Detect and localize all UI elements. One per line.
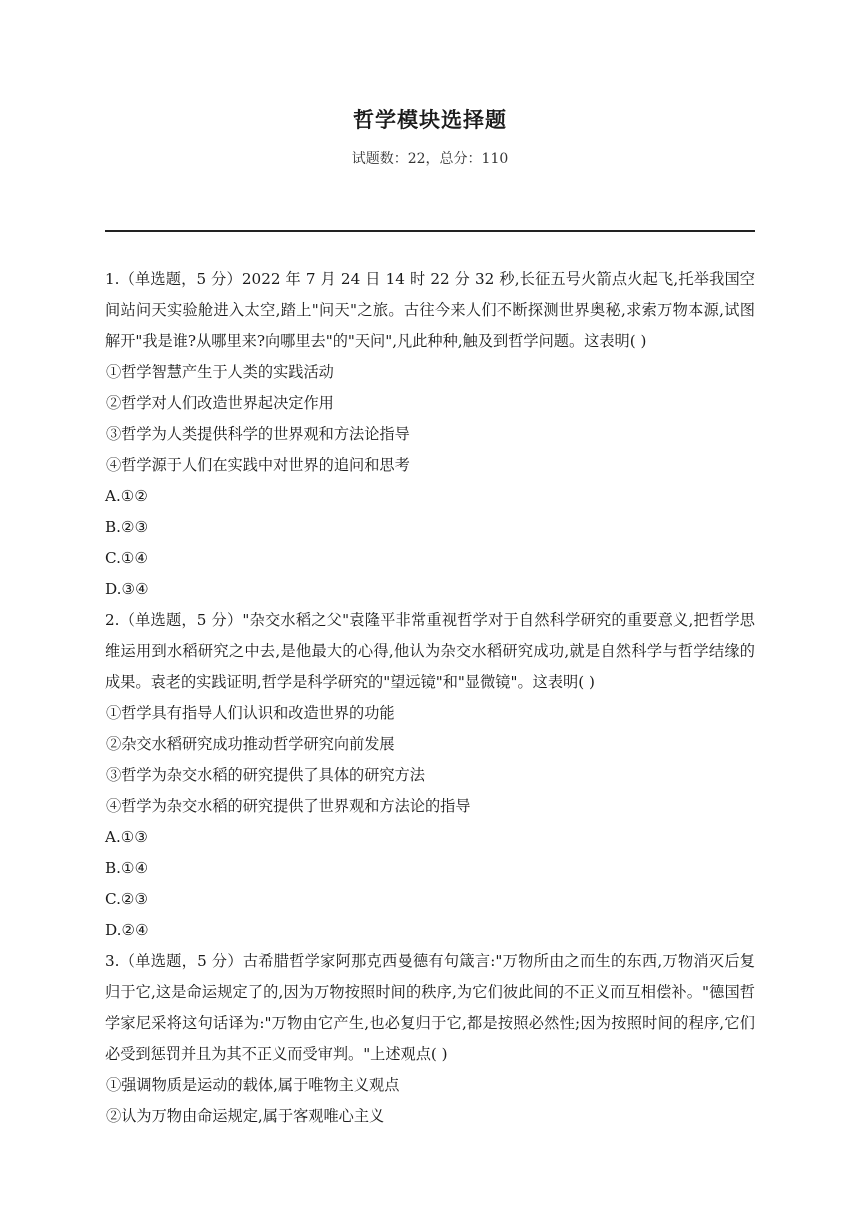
statement-item: ④哲学为杂交水稻的研究提供了世界观和方法论的指导 [106, 797, 471, 815]
statement-item: ②哲学对人们改造世界起决定作用 [106, 394, 334, 412]
answer-option-d: D.③④ [105, 580, 149, 598]
answer-option-b: B.①④ [105, 859, 149, 877]
divider-line [105, 230, 755, 232]
question-stem: 3.（单选题，5 分）古希腊哲学家阿那克西曼德有句箴言:"万物所由之而生的东西,万物消灭后复归于它,这是命运规定了的,因为万物按照时间的秩序,为它们彼此间的不正义而互相偿补。"德国哲学家尼采将这句话译为:"万物由它产生,也必复归于它,都是按照必然性;因为按照时间的程序,它们必受到惩罚并且为其不正义而受审判。"上述观点( ) [105, 952, 755, 1063]
statement-item: ①强调物质是运动的载体,属于唯物主义观点 [106, 1076, 400, 1094]
question-3 [105, 946, 755, 1132]
answer-option-b: B.②③ [105, 518, 149, 536]
page-subtitle: 试题数：22，总分：110 [351, 151, 509, 167]
answer-option-a: A.①③ [105, 828, 149, 846]
statement-item: ③哲学为杂交水稻的研究提供了具体的研究方法 [106, 766, 425, 784]
statement-item: ①哲学具有指导人们认识和改造世界的功能 [106, 704, 395, 722]
answer-option-c: C.①④ [105, 549, 149, 567]
answer-option-c: C.②③ [105, 890, 149, 908]
statement-item: ③哲学为人类提供科学的世界观和方法论指导 [106, 425, 410, 443]
statement-item: ②认为万物由命运规定,属于客观唯心主义 [106, 1107, 385, 1125]
statement-item: ②杂交水稻研究成功推动哲学研究向前发展 [106, 735, 395, 753]
page-title: 哲学模块选择题 [353, 108, 507, 132]
question-2 [105, 605, 755, 946]
question-stem: 1.（单选题，5 分）2022 年 7 月 24 日 14 时 22 分 32 秒,长征五号火箭点火起飞,托举我国空间站问天实验舱进入太空,踏上"问天"之旅。古往今来人们不断探测世界奥秘,求索万物本源,试图解开"我是谁?从哪里来?向哪里去"的"天问",凡此种种,触及到哲学问题。这表明( ) [105, 270, 755, 350]
statement-item: ①哲学智慧产生于人类的实践活动 [106, 363, 334, 381]
answer-option-a: A.①② [105, 487, 149, 505]
question-list [105, 264, 755, 1132]
question-1 [105, 264, 755, 605]
question-stem: 2.（单选题，5 分）"杂交水稻之父"袁隆平非常重视哲学对于自然科学研究的重要意义,把哲学思维运用到水稻研究之中去,是他最大的心得,他认为杂交水稻研究成功,就是自然科学与哲学结缘的成果。袁老的实践证明,哲学是科学研究的"望远镜"和"显微镜"。这表明( ) [105, 611, 755, 691]
answer-option-d: D.②④ [105, 921, 149, 939]
statement-item: ④哲学源于人们在实践中对世界的追问和思考 [106, 456, 410, 474]
